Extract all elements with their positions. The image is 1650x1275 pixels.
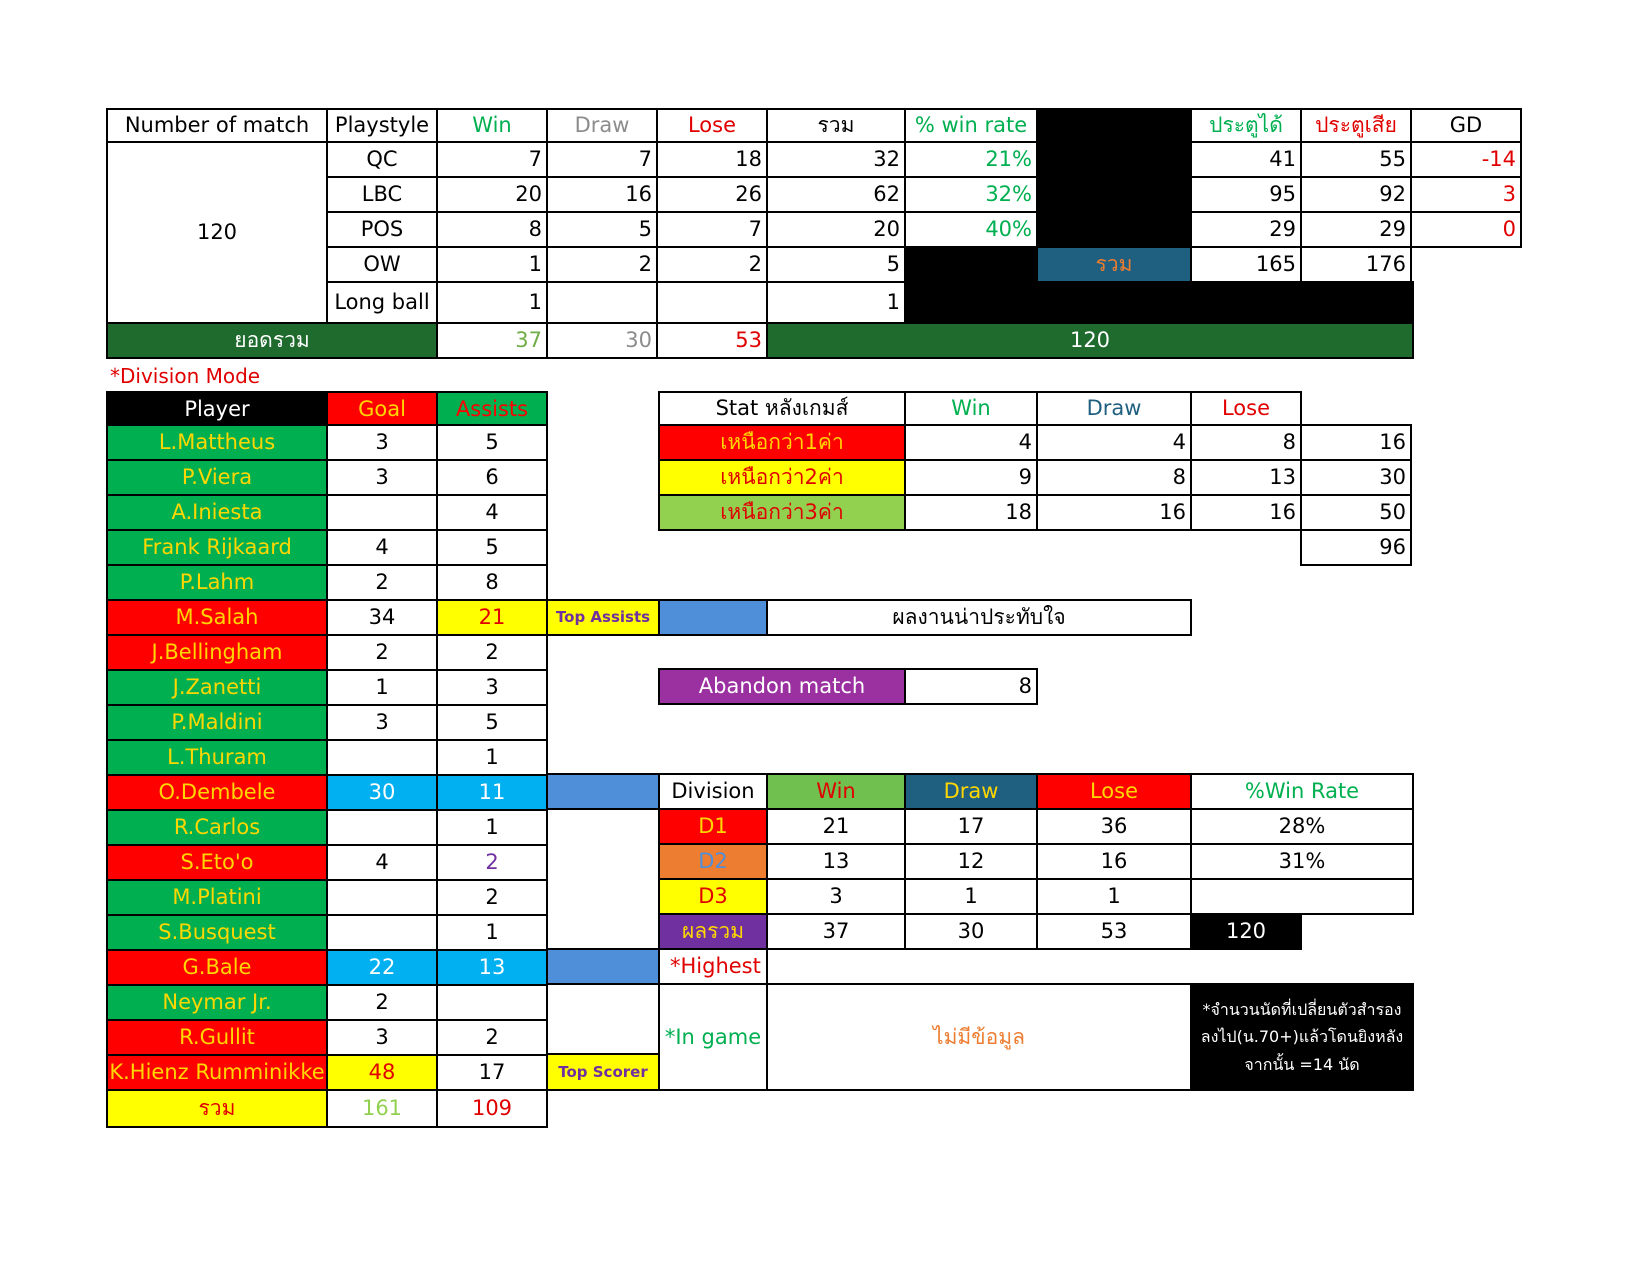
player-assists: 1 xyxy=(436,914,548,951)
player-name: R.Gullit xyxy=(106,1019,328,1056)
header-total: รวม xyxy=(766,108,906,143)
player-goal: 22 xyxy=(326,949,438,986)
pos-gd: 0 xyxy=(1410,211,1522,248)
division-header: Division xyxy=(658,773,768,810)
postgame-label-1: เหนือกว่า1ค่า xyxy=(658,424,906,461)
player-goal: 3 xyxy=(326,424,438,461)
long-ball-win: 1 xyxy=(436,281,548,324)
player-goal xyxy=(326,914,438,951)
player-name: K.Hienz Rumminikke xyxy=(106,1054,328,1091)
lbc-total: 62 xyxy=(766,176,906,213)
division-mode-note: *Division Mode xyxy=(110,364,261,388)
highest-label: *Highest xyxy=(658,948,768,985)
player-name: S.Busquest xyxy=(106,914,328,951)
player-assists: 11 xyxy=(436,774,548,811)
player-assists: 1 xyxy=(436,739,548,776)
player-assists: 21 xyxy=(436,599,548,636)
players-total-goal: 161 xyxy=(326,1089,438,1128)
d3-draw: 1 xyxy=(904,878,1038,915)
player-assists: 5 xyxy=(436,529,548,566)
player-assists: 6 xyxy=(436,459,548,496)
d1-lose: 36 xyxy=(1036,808,1192,845)
long-ball-total: 1 xyxy=(766,281,906,324)
player-goal xyxy=(326,494,438,531)
player-goal: 34 xyxy=(326,599,438,636)
d2-win: 13 xyxy=(766,843,906,880)
lbc-gf: 95 xyxy=(1190,176,1302,213)
postgame-label-3: เหนือกว่า3ค่า xyxy=(658,494,906,531)
lbc-lose: 26 xyxy=(656,176,768,213)
division-total-draw: 30 xyxy=(904,913,1038,950)
qc-gf: 41 xyxy=(1190,141,1302,178)
gf-total: 165 xyxy=(1190,246,1302,283)
qc-ga: 55 xyxy=(1300,141,1412,178)
sum-label: ยอดรวม xyxy=(106,322,438,359)
postgame-grand-total: 96 xyxy=(1300,529,1412,566)
goals-total-label: รวม xyxy=(1036,246,1192,283)
player-assists: 4 xyxy=(436,494,548,531)
player-assists: 2 xyxy=(436,879,548,916)
playstyle-lbc: LBC xyxy=(326,176,438,213)
playstyle-long-ball: Long ball xyxy=(326,281,438,324)
lbc-win: 20 xyxy=(436,176,548,213)
postgame-win-2: 9 xyxy=(904,459,1038,496)
player-name: G.Bale xyxy=(106,949,328,986)
division-d2: D2 xyxy=(658,843,768,880)
d1-rate: 28% xyxy=(1190,808,1414,845)
sum-win: 37 xyxy=(436,322,548,359)
division-d1: D1 xyxy=(658,808,768,845)
top-scorer-label: Top Scorer xyxy=(546,1053,660,1091)
lbc-rate: 32% xyxy=(904,176,1038,213)
player-goal: 2 xyxy=(326,634,438,671)
player-name: L.Thuram xyxy=(106,739,328,776)
sum-lose: 53 xyxy=(656,322,768,359)
ow-total: 5 xyxy=(766,246,906,283)
postgame-header-stat: Stat หลังเกมส์ xyxy=(658,391,906,426)
postgame-lose-3: 16 xyxy=(1190,494,1302,531)
lbc-draw: 16 xyxy=(546,176,658,213)
header-draw: Draw xyxy=(546,108,658,143)
pos-total: 20 xyxy=(766,211,906,248)
players-total-assists: 109 xyxy=(436,1089,548,1128)
d3-lose: 1 xyxy=(1036,878,1192,915)
d2-draw: 12 xyxy=(904,843,1038,880)
black-block xyxy=(904,281,1414,324)
black-block xyxy=(904,246,1038,283)
sum-total: 120 xyxy=(766,322,1414,359)
postgame-draw-3: 16 xyxy=(1036,494,1192,531)
player-goal: 4 xyxy=(326,529,438,566)
player-header: Player xyxy=(106,391,328,428)
playstyle-ow: OW xyxy=(326,246,438,283)
d1-draw: 17 xyxy=(904,808,1038,845)
player-name: J.Zanetti xyxy=(106,669,328,706)
player-name: A.Iniesta xyxy=(106,494,328,531)
total-matches-cell: 120 xyxy=(106,141,328,324)
player-goal xyxy=(326,809,438,846)
header-win-rate: % win rate xyxy=(904,108,1038,143)
player-goal: 3 xyxy=(326,1019,438,1056)
postgame-win-1: 4 xyxy=(904,424,1038,461)
division-total-label: ผลรวม xyxy=(658,913,768,950)
player-goal xyxy=(326,739,438,776)
impressive-label: ผลงานน่าประทับใจ xyxy=(766,599,1192,636)
assists-header: Assists xyxy=(436,391,548,428)
player-name: R.Carlos xyxy=(106,809,328,846)
player-name: M.Platini xyxy=(106,879,328,916)
ow-lose: 2 xyxy=(656,246,768,283)
player-goal xyxy=(326,879,438,916)
d3-win: 3 xyxy=(766,878,906,915)
player-goal: 30 xyxy=(326,774,438,811)
abandon-label: Abandon match xyxy=(658,668,906,705)
player-name: P.Lahm xyxy=(106,564,328,601)
player-name: Neymar Jr. xyxy=(106,984,328,1021)
blue-swatch xyxy=(546,773,660,810)
d1-win: 21 xyxy=(766,808,906,845)
postgame-lose-1: 8 xyxy=(1190,424,1302,461)
player-goal: 2 xyxy=(326,564,438,601)
player-goal: 3 xyxy=(326,459,438,496)
postgame-total-1: 16 xyxy=(1300,424,1412,461)
division-header-rate: %Win Rate xyxy=(1190,773,1414,810)
postgame-header-lose: Lose xyxy=(1190,391,1302,426)
lbc-ga: 92 xyxy=(1300,176,1412,213)
player-assists: 17 xyxy=(436,1054,548,1091)
postgame-label-2: เหนือกว่า2ค่า xyxy=(658,459,906,496)
player-assists: 8 xyxy=(436,564,548,601)
postgame-header-draw: Draw xyxy=(1036,391,1192,426)
player-name: S.Eto'o xyxy=(106,844,328,881)
division-d3: D3 xyxy=(658,878,768,915)
player-assists: 1 xyxy=(436,809,548,846)
no-data-label: ไม่มีข้อมูล xyxy=(766,983,1192,1091)
goal-header: Goal xyxy=(326,391,438,428)
player-goal: 3 xyxy=(326,704,438,741)
division-header-draw: Draw xyxy=(904,773,1038,810)
blue-swatch xyxy=(658,599,768,636)
header-lose: Lose xyxy=(656,108,768,143)
player-goal: 48 xyxy=(326,1054,438,1091)
division-total-matches: 120 xyxy=(1190,913,1302,950)
postgame-draw-1: 4 xyxy=(1036,424,1192,461)
top-assists-label: Top Assists xyxy=(546,599,660,636)
header-gd: GD xyxy=(1410,108,1522,143)
player-assists xyxy=(436,984,548,1021)
d2-rate: 31% xyxy=(1190,843,1414,880)
pos-rate: 40% xyxy=(904,211,1038,248)
player-assists: 2 xyxy=(436,844,548,881)
player-assists: 5 xyxy=(436,704,548,741)
qc-rate: 21% xyxy=(904,141,1038,178)
qc-total: 32 xyxy=(766,141,906,178)
player-name: M.Salah xyxy=(106,599,328,636)
player-assists: 5 xyxy=(436,424,548,461)
substitution-note: *จำนวนนัดที่เปลี่ยนตัวสำรองลงไป(น.70+)แล้วโดนยิงหลังจากนั้น =14 นัด xyxy=(1190,983,1414,1091)
playstyle-pos: POS xyxy=(326,211,438,248)
pos-draw: 5 xyxy=(546,211,658,248)
player-goal: 1 xyxy=(326,669,438,706)
division-header-lose: Lose xyxy=(1036,773,1192,810)
long-ball-draw xyxy=(546,281,658,324)
player-assists: 2 xyxy=(436,634,548,671)
postgame-lose-2: 13 xyxy=(1190,459,1302,496)
abandon-value: 8 xyxy=(904,668,1038,705)
pos-gf: 29 xyxy=(1190,211,1302,248)
division-total-lose: 53 xyxy=(1036,913,1192,950)
ow-draw: 2 xyxy=(546,246,658,283)
qc-gd: -14 xyxy=(1410,141,1522,178)
postgame-total-3: 50 xyxy=(1300,494,1412,531)
header-goals-for: ประตูได้ xyxy=(1190,108,1302,143)
division-total-win: 37 xyxy=(766,913,906,950)
ga-total: 176 xyxy=(1300,246,1412,283)
player-assists: 3 xyxy=(436,669,548,706)
postgame-header-win: Win xyxy=(904,391,1038,426)
pos-lose: 7 xyxy=(656,211,768,248)
header-playstyle: Playstyle xyxy=(326,108,438,143)
qc-draw: 7 xyxy=(546,141,658,178)
player-assists: 2 xyxy=(436,1019,548,1056)
pos-ga: 29 xyxy=(1300,211,1412,248)
d2-lose: 16 xyxy=(1036,843,1192,880)
players-total-label: รวม xyxy=(106,1089,328,1128)
postgame-total-2: 30 xyxy=(1300,459,1412,496)
player-name: Frank Rijkaard xyxy=(106,529,328,566)
player-goal: 2 xyxy=(326,984,438,1021)
player-assists: 13 xyxy=(436,949,548,986)
ow-win: 1 xyxy=(436,246,548,283)
postgame-draw-2: 8 xyxy=(1036,459,1192,496)
division-header-win: Win xyxy=(766,773,906,810)
in-game-label: *In game xyxy=(658,983,768,1091)
playstyle-qc: QC xyxy=(326,141,438,178)
player-goal: 4 xyxy=(326,844,438,881)
blue-swatch xyxy=(546,948,660,985)
qc-win: 7 xyxy=(436,141,548,178)
header-number-of-match: Number of match xyxy=(106,108,328,143)
player-name: P.Viera xyxy=(106,459,328,496)
header-win: Win xyxy=(436,108,548,143)
player-name: J.Bellingham xyxy=(106,634,328,671)
sum-draw: 30 xyxy=(546,322,658,359)
postgame-win-3: 18 xyxy=(904,494,1038,531)
header-goals-against: ประตูเสีย xyxy=(1300,108,1412,143)
player-name: O.Dembele xyxy=(106,774,328,811)
player-name: P.Maldini xyxy=(106,704,328,741)
qc-lose: 18 xyxy=(656,141,768,178)
pos-win: 8 xyxy=(436,211,548,248)
player-name: L.Mattheus xyxy=(106,424,328,461)
lbc-gd: 3 xyxy=(1410,176,1522,213)
long-ball-lose xyxy=(656,281,768,324)
d3-rate xyxy=(1190,878,1414,915)
